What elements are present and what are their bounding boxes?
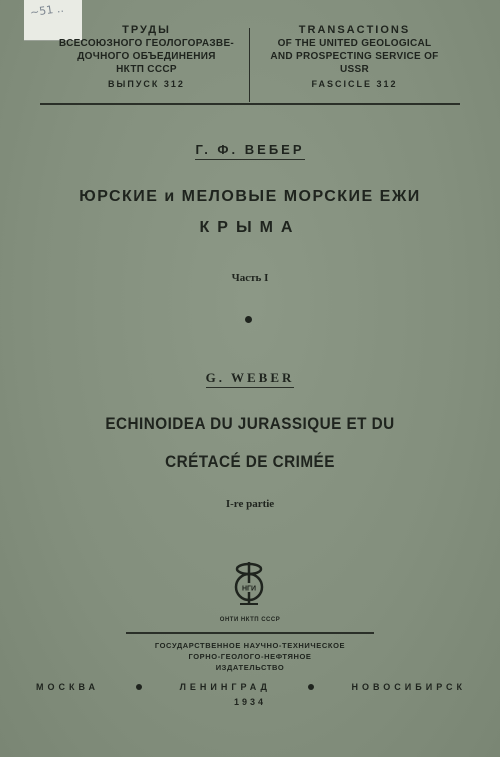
author-fr: [0, 370, 500, 386]
publication-year: 1934: [233, 697, 267, 707]
series-line-en-3: AND PROSPECTING SERVICE OF: [270, 51, 439, 62]
cities-row: [36, 682, 466, 692]
part-label-fr: I-re partie: [225, 498, 275, 510]
publisher-line-1: ГОСУДАРСТВЕННОЕ НАУЧНО-ТЕХНИЧЕСКОЕ: [154, 641, 346, 650]
emblem-caption: ОНТИ НКТП СССР: [219, 617, 281, 623]
city-leningrad: ЛЕНИНГРАД: [179, 682, 271, 692]
series-line-en-4: USSR: [340, 64, 369, 75]
separator-dot: [245, 316, 252, 323]
series-line-ru-3: ДОЧНОГО ОБЪЕДИНЕНИЯ: [77, 51, 216, 62]
publisher-line-3: ИЗДАТЕЛЬСТВО: [215, 663, 285, 672]
title-fr-line-1: ECHINOIDEA DU JURASSIQUE ET DU: [105, 414, 395, 433]
city-separator-dot: [136, 684, 142, 690]
city-moscow: МОСКВА: [36, 682, 100, 692]
title-fr-line-2: CRÉTACÉ DE CRIMÉE: [165, 452, 335, 471]
series-title-ru: ТРУДЫ: [122, 24, 171, 36]
publisher-rule: [126, 632, 374, 634]
part-label-ru: Часть I: [231, 272, 269, 284]
series-header-ru: [44, 24, 249, 91]
issue-number-en: FASCICLE 312: [311, 79, 398, 89]
header-divider: [249, 28, 250, 102]
city-novosibirsk: НОВОСИБИРСК: [351, 682, 466, 692]
series-line-ru-4: НКТП СССР: [116, 64, 177, 75]
author-fr-text: G. WEBER: [206, 370, 295, 388]
series-header-en: [252, 24, 457, 91]
author-ru-text: Г. Ф. ВЕБЕР: [195, 142, 304, 160]
header-rule: [40, 103, 460, 105]
author-ru: [0, 142, 500, 157]
publisher-line-2: ГОРНО-ГЕОЛОГО-НЕФТЯНОЕ: [188, 652, 312, 661]
emblem-text: НГИ: [241, 585, 257, 593]
series-title-en: TRANSACTIONS: [298, 24, 411, 36]
series-line-ru-2: ВСЕСОЮЗНОГО ГЕОЛОГОРАЗВЕ-: [58, 38, 235, 49]
publisher-emblem-icon: [228, 560, 270, 606]
sticker-mark: ~51 ..: [29, 1, 65, 20]
title-ru-line-2: КРЫМА: [199, 219, 301, 236]
city-separator-dot: [308, 684, 314, 690]
issue-number-ru: ВЫПУСК 312: [108, 79, 185, 89]
series-line-en-2: OF THE UNITED GEOLOGICAL: [277, 38, 432, 49]
title-ru-line-1: ЮРСКИЕ и МЕЛОВЫЕ МОРСКИЕ ЕЖИ: [79, 188, 421, 205]
